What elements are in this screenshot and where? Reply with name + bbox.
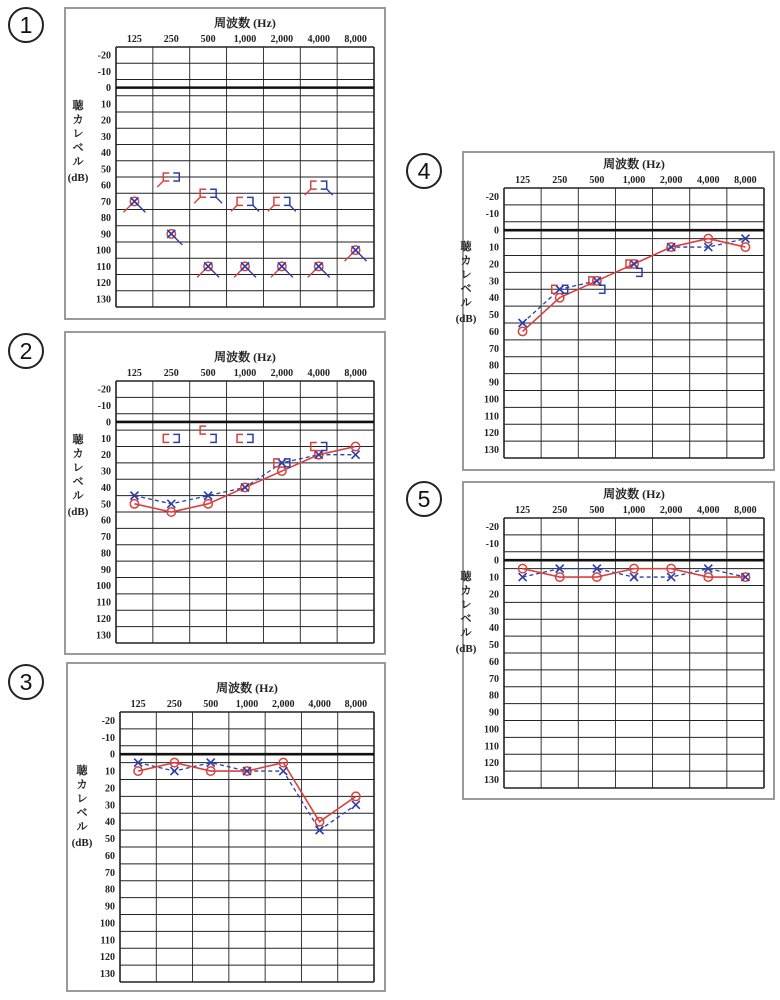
c2-x-tick-5: 4,000 (307, 368, 330, 379)
c1-y-label-char-2: レ (72, 128, 84, 140)
c1-y-tick-2: 0 (106, 83, 111, 95)
c2-y-tick-14: 120 (96, 613, 111, 625)
c2-y-tick-11: 90 (101, 564, 111, 576)
c4-x-tick-4: 2,000 (659, 175, 683, 186)
c5-y-tick-8: 60 (489, 656, 499, 668)
c1-x-tick-5: 4,000 (307, 34, 330, 45)
chart-number-1: 1 (8, 7, 44, 43)
c5-y-tick-15: 130 (484, 775, 499, 787)
c4-y-tick-6: 40 (489, 293, 499, 305)
c5-x-tick-0: 125 (515, 505, 531, 516)
c3-y-tick-13: 110 (100, 935, 115, 947)
audiogram-1 (66, 9, 384, 318)
c5-y-tick-1: -10 (485, 538, 499, 550)
c1-y-tick-3: 10 (101, 99, 111, 111)
c1-x-tick-3: 1,000 (233, 34, 257, 45)
c1-bone-right-scaleout-3 (231, 205, 237, 211)
c1-x-tick-2: 500 (200, 34, 216, 45)
chart-number-4: 4 (406, 153, 442, 189)
c1-y-tick-6: 40 (101, 148, 111, 160)
c1-y-tick-14: 120 (96, 278, 111, 290)
audiogram-panel-1 (64, 7, 386, 320)
audiogram-panel-4 (455, 151, 775, 471)
c3-y-label-char-4: ル (76, 821, 88, 833)
c4-y-tick-5: 30 (489, 276, 499, 288)
c2-y-tick-3: 10 (101, 433, 111, 445)
c1-bone-right-point-3 (237, 197, 243, 205)
c1-bone-right-scaleout-4 (268, 205, 274, 211)
c4-y-tick-1: -10 (485, 208, 499, 220)
c1-y-tick-5: 30 (101, 131, 111, 143)
c4-x-tick-0: 125 (515, 175, 531, 186)
c2-y-tick-12: 100 (96, 581, 111, 593)
chart-number-5: 5 (406, 481, 442, 517)
c3-y-tick-14: 120 (100, 952, 115, 964)
c1-bone-right-point-4 (274, 197, 280, 205)
c3-y-tick-5: 30 (105, 800, 115, 812)
c4-air-left-point-3 (630, 260, 638, 268)
c5-x-tick-4: 2,000 (659, 505, 683, 516)
audiogram-panel-2 (64, 331, 386, 655)
c5-y-tick-12: 100 (484, 724, 499, 736)
c2-y-tick-4: 20 (101, 450, 111, 462)
c5-y-tick-4: 20 (489, 589, 499, 601)
c2-bone-left-point-2 (210, 434, 216, 442)
c1-y-label-char-0: 聴 (72, 100, 84, 112)
c1-bone-right-scaleout-1 (157, 181, 163, 187)
c4-x-tick-5: 4,000 (697, 175, 720, 186)
c5-y-tick-6: 40 (489, 623, 499, 635)
c3-y-tick-3: 10 (105, 766, 115, 778)
c3-x-tick-4: 2,000 (272, 699, 295, 710)
audiogram-5 (455, 483, 773, 798)
c5-y-tick-14: 120 (484, 758, 499, 770)
c2-x-title: 周波数 (Hz) (214, 350, 276, 364)
c4-y-label-char-1: カ (460, 255, 472, 267)
c5-y-tick-5: 30 (489, 606, 499, 618)
c3-x-tick-0: 125 (130, 699, 146, 710)
c3-air-left-point-1 (170, 767, 178, 775)
c3-air-left-point-4 (279, 767, 287, 775)
audiogram-panel-3 (66, 662, 386, 992)
c5-y-label-char-3: ベ (460, 613, 472, 625)
c4-y-tick-11: 90 (489, 377, 499, 389)
c4-air-right-point-0 (518, 327, 526, 335)
c1-air-left-scaleout-4 (282, 266, 293, 277)
c5-y-tick-0: -20 (485, 521, 499, 533)
c4-y-label-char-0: 聴 (460, 241, 472, 253)
c1-y-tick-4: 20 (101, 115, 111, 127)
c5-y-tick-11: 90 (489, 707, 499, 719)
c3-y-tick-2: 0 (110, 749, 115, 761)
c1-y-unit: (dB) (67, 172, 89, 184)
c2-y-tick-0: -20 (97, 384, 111, 396)
c3-y-tick-1: -10 (101, 732, 115, 744)
c4-y-tick-13: 110 (484, 411, 499, 423)
c3-x-tick-3: 1,000 (235, 699, 259, 710)
c2-bone-left-point-1 (173, 434, 179, 442)
c4-y-tick-14: 120 (484, 428, 499, 440)
c3-y-tick-4: 20 (105, 783, 115, 795)
c4-y-label-char-2: レ (460, 269, 472, 281)
c2-x-tick-4: 2,000 (270, 368, 294, 379)
c5-y-tick-2: 0 (494, 555, 499, 567)
c3-x-tick-6: 8,000 (344, 699, 368, 710)
c1-air-left-scaleout-6 (356, 250, 367, 261)
c2-y-tick-15: 130 (96, 630, 111, 642)
c1-y-label-char-1: カ (72, 114, 84, 126)
c1-y-tick-7: 50 (101, 164, 111, 176)
c1-bone-left-point-5 (321, 181, 327, 189)
audiogram-4 (455, 153, 773, 469)
c5-y-tick-7: 50 (489, 640, 499, 652)
c1-x-tick-4: 2,000 (270, 34, 294, 45)
c2-y-label-char-4: ル (72, 490, 84, 502)
c5-x-tick-3: 1,000 (622, 505, 646, 516)
c1-air-left-scaleout-0 (134, 201, 145, 212)
c2-air-left-point-3 (241, 483, 249, 491)
c3-x-tick-2: 500 (203, 699, 219, 710)
c4-y-tick-9: 70 (489, 343, 499, 355)
c5-y-tick-9: 70 (489, 673, 499, 685)
c5-x-tick-2: 500 (589, 505, 605, 516)
c2-y-tick-8: 60 (101, 515, 111, 527)
c2-x-tick-2: 500 (200, 368, 216, 379)
c5-x-tick-1: 250 (552, 505, 568, 516)
c2-y-tick-1: -10 (97, 401, 111, 413)
c3-x-title: 周波数 (Hz) (216, 681, 278, 695)
c4-y-label-char-3: ベ (460, 283, 472, 295)
c2-y-tick-2: 0 (106, 417, 111, 429)
c3-y-label-char-2: レ (76, 793, 88, 805)
c4-x-tick-1: 250 (552, 175, 568, 186)
c4-x-tick-6: 8,000 (734, 175, 757, 186)
audiogram-panel-5 (455, 481, 775, 800)
c1-y-tick-13: 110 (96, 261, 111, 273)
c4-y-tick-10: 80 (489, 360, 499, 372)
c1-y-tick-10: 80 (101, 213, 111, 225)
c4-y-tick-0: -20 (485, 191, 499, 203)
c3-y-unit: (dB) (71, 837, 93, 849)
c1-air-left-scaleout-3 (245, 266, 256, 277)
c1-air-left-scaleout-5 (319, 266, 330, 277)
c1-x-tick-0: 125 (126, 34, 142, 45)
c1-y-label-char-3: ベ (72, 142, 84, 154)
c1-bone-left-scaleout-3 (253, 205, 259, 211)
c1-x-tick-6: 8,000 (344, 34, 367, 45)
c2-x-tick-3: 1,000 (233, 368, 257, 379)
c3-y-tick-6: 40 (105, 817, 115, 829)
c4-y-tick-15: 130 (484, 445, 499, 457)
c4-y-tick-4: 20 (489, 259, 499, 271)
c2-y-tick-9: 70 (101, 532, 111, 544)
c5-y-tick-10: 80 (489, 690, 499, 702)
c4-y-unit: (dB) (455, 313, 477, 325)
c5-x-title: 周波数 (Hz) (603, 487, 665, 501)
c5-x-tick-6: 8,000 (734, 505, 757, 516)
c3-x-tick-5: 4,000 (308, 699, 331, 710)
c2-bone-left-point-3 (247, 434, 253, 442)
c1-y-tick-11: 90 (101, 229, 111, 241)
c3-y-tick-11: 90 (105, 901, 115, 913)
c3-y-tick-9: 70 (105, 867, 115, 879)
c4-y-tick-12: 100 (484, 394, 499, 406)
chart-number-3: 3 (8, 664, 44, 700)
c5-y-label-char-1: カ (460, 585, 472, 597)
c1-y-tick-12: 100 (96, 245, 111, 257)
c2-y-label-char-0: 聴 (72, 434, 84, 446)
c4-y-label-char-4: ル (460, 297, 472, 309)
c3-y-tick-8: 60 (105, 850, 115, 862)
c4-y-tick-2: 0 (494, 225, 499, 237)
c4-x-title: 周波数 (Hz) (603, 157, 665, 171)
c3-x-tick-1: 250 (166, 699, 182, 710)
c1-air-left-scaleout-2 (208, 266, 219, 277)
c4-y-tick-8: 60 (489, 326, 499, 338)
c5-y-unit: (dB) (455, 643, 477, 655)
c2-bone-right-point-3 (237, 434, 243, 442)
c2-x-tick-1: 250 (163, 368, 179, 379)
c2-y-label-char-2: レ (72, 462, 84, 474)
c1-bone-right-scaleout-5 (305, 189, 311, 195)
c5-x-tick-5: 4,000 (697, 505, 720, 516)
chart-number-2: 2 (8, 333, 44, 369)
c4-y-tick-3: 10 (489, 242, 499, 254)
c1-bone-left-scaleout-2 (216, 197, 222, 203)
c2-y-tick-5: 30 (101, 466, 111, 478)
c5-y-label-char-2: レ (460, 599, 472, 611)
c5-y-tick-3: 10 (489, 572, 499, 584)
c1-x-tick-1: 250 (163, 34, 179, 45)
c1-y-tick-8: 60 (101, 180, 111, 192)
c2-x-tick-0: 125 (126, 368, 142, 379)
c1-air-left-scaleout-1 (171, 234, 182, 245)
c2-bone-right-point-1 (163, 434, 169, 442)
c1-y-tick-1: -10 (97, 66, 111, 78)
c5-y-label-char-0: 聴 (460, 571, 472, 583)
c1-bone-left-point-3 (247, 197, 253, 205)
c1-y-tick-15: 130 (96, 294, 111, 306)
c2-y-tick-6: 40 (101, 482, 111, 494)
c2-x-tick-6: 8,000 (344, 368, 367, 379)
c1-bone-left-scaleout-4 (290, 205, 296, 211)
c1-x-title: 周波数 (Hz) (214, 16, 276, 30)
c3-y-tick-15: 130 (100, 969, 115, 981)
c3-y-label-char-3: ベ (76, 807, 88, 819)
c2-y-tick-13: 110 (96, 597, 111, 609)
c1-bone-right-point-5 (311, 181, 317, 189)
c2-y-tick-7: 50 (101, 499, 111, 511)
c1-y-label-char-4: ル (72, 156, 84, 168)
c4-x-tick-3: 1,000 (622, 175, 646, 186)
c3-y-tick-12: 100 (100, 918, 115, 930)
c1-bone-left-point-4 (284, 197, 290, 205)
c5-y-label-char-4: ル (460, 627, 472, 639)
c1-bone-right-scaleout-2 (194, 197, 200, 203)
c2-y-label-char-1: カ (72, 448, 84, 460)
audiogram-2 (66, 333, 384, 653)
c2-y-unit: (dB) (67, 506, 89, 518)
c3-y-label-char-0: 聴 (76, 765, 88, 777)
c5-air-left-point-3 (630, 573, 638, 581)
c4-x-tick-2: 500 (589, 175, 605, 186)
c1-y-tick-9: 70 (101, 196, 111, 208)
c3-y-tick-7: 50 (105, 834, 115, 846)
c1-y-tick-0: -20 (97, 50, 111, 62)
c2-y-tick-10: 80 (101, 548, 111, 560)
c2-air-left-point-6 (352, 451, 360, 459)
c5-y-tick-13: 110 (484, 741, 499, 753)
c3-y-label-char-1: カ (76, 779, 88, 791)
audiogram-3 (68, 664, 384, 990)
c3-y-tick-0: -20 (101, 715, 115, 727)
c3-y-tick-10: 80 (105, 884, 115, 896)
c2-y-label-char-3: ベ (72, 476, 84, 488)
c3-air-left-point-6 (352, 801, 360, 809)
c1-bone-left-scaleout-5 (327, 189, 333, 195)
c4-y-tick-7: 50 (489, 310, 499, 322)
